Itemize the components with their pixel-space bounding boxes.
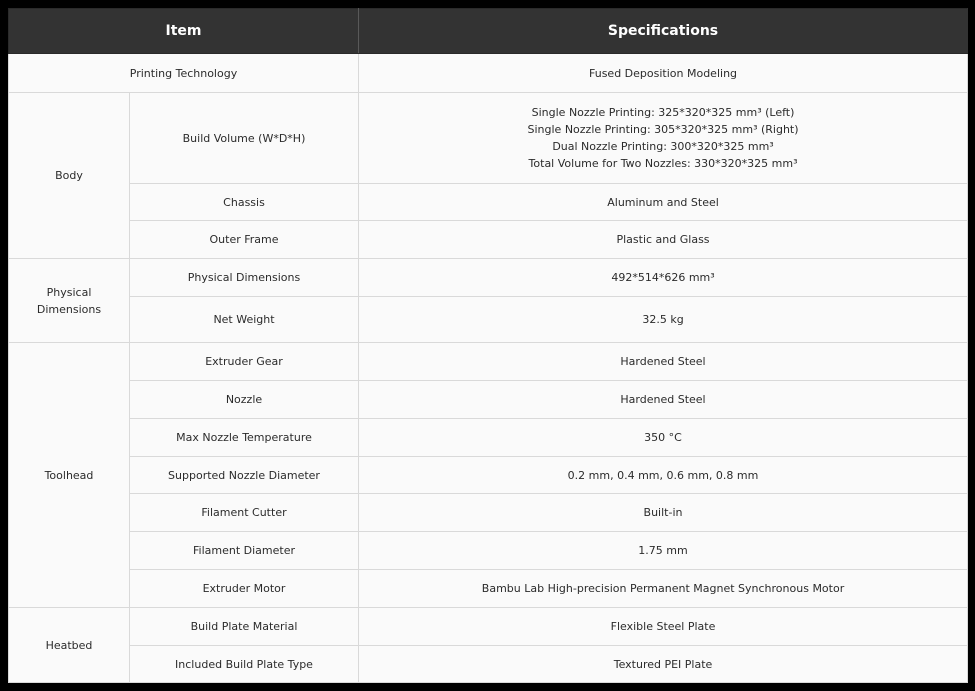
- row-value-supported-nozzle-diameter: 0.2 mm, 0.4 mm, 0.6 mm, 0.8 mm: [359, 457, 968, 494]
- group-label-line: Dimensions: [36, 302, 102, 316]
- table-row: [9, 381, 968, 419]
- header-item: Item: [9, 9, 359, 54]
- table-header-row: [9, 9, 968, 54]
- row-value-build-plate-material: Flexible Steel Plate: [359, 608, 968, 646]
- row-label-max-nozzle-temperature: Max Nozzle Temperature: [130, 419, 359, 457]
- build-volume-line: Single Nozzle Printing: 305*320*325 mm³ (Right): [527, 123, 799, 136]
- row-label-supported-nozzle-diameter: Supported Nozzle Diameter: [130, 457, 359, 494]
- table-row: [9, 259, 968, 297]
- group-label-line: Physical: [46, 285, 92, 299]
- row-value-extruder-gear: Hardened Steel: [359, 343, 968, 381]
- header-specifications: Specifications: [359, 9, 968, 54]
- row-label-physical-dimensions: Physical Dimensions: [130, 259, 359, 297]
- build-volume-line: Single Nozzle Printing: 325*320*325 mm³ (Left): [531, 106, 795, 119]
- row-label-filament-cutter: Filament Cutter: [130, 494, 359, 532]
- row-label-filament-diameter: Filament Diameter: [130, 532, 359, 570]
- row-label-extruder-motor: Extruder Motor: [130, 570, 359, 608]
- row-label-build-plate-material: Build Plate Material: [130, 608, 359, 646]
- row-value-build-volume: [359, 93, 968, 184]
- group-label-body: Body: [9, 93, 130, 259]
- table-row: [9, 184, 968, 221]
- group-label-physical-dimensions: [9, 259, 130, 343]
- table-row: [9, 54, 968, 93]
- row-label-extruder-gear: Extruder Gear: [130, 343, 359, 381]
- table-row: [9, 532, 968, 570]
- spec-table-container: [8, 8, 967, 683]
- table-row: [9, 297, 968, 343]
- row-value-nozzle: Hardened Steel: [359, 381, 968, 419]
- table-row: [9, 570, 968, 608]
- specifications-table: [8, 8, 968, 683]
- row-value-printing-technology: Fused Deposition Modeling: [359, 54, 968, 93]
- row-value-included-build-plate-type: Textured PEI Plate: [359, 646, 968, 683]
- table-row: [9, 419, 968, 457]
- row-label-printing-technology: Printing Technology: [9, 54, 359, 93]
- row-label-net-weight: Net Weight: [130, 297, 359, 343]
- group-label-toolhead: Toolhead: [9, 343, 130, 608]
- row-value-filament-diameter: 1.75 mm: [359, 532, 968, 570]
- table-row: [9, 221, 968, 259]
- row-value-max-nozzle-temperature: 350 °C: [359, 419, 968, 457]
- row-label-build-volume: Build Volume (W*D*H): [130, 93, 359, 184]
- table-row: [9, 343, 968, 381]
- row-label-chassis: Chassis: [130, 184, 359, 221]
- row-label-outer-frame: Outer Frame: [130, 221, 359, 259]
- row-value-physical-dimensions: 492*514*626 mm³: [359, 259, 968, 297]
- row-value-outer-frame: Plastic and Glass: [359, 221, 968, 259]
- build-volume-line: Dual Nozzle Printing: 300*320*325 mm³: [552, 140, 774, 153]
- build-volume-line: Total Volume for Two Nozzles: 330*320*325 mm³: [528, 157, 798, 170]
- row-value-extruder-motor: Bambu Lab High-precision Permanent Magnet Synchronous Motor: [359, 570, 968, 608]
- table-row: [9, 494, 968, 532]
- table-row: [9, 646, 968, 683]
- row-value-net-weight: 32.5 kg: [359, 297, 968, 343]
- table-row: [9, 457, 968, 494]
- table-row: [9, 608, 968, 646]
- row-value-filament-cutter: Built-in: [359, 494, 968, 532]
- row-value-chassis: Aluminum and Steel: [359, 184, 968, 221]
- row-label-nozzle: Nozzle: [130, 381, 359, 419]
- group-label-heatbed: Heatbed: [9, 608, 130, 683]
- table-row: [9, 93, 968, 184]
- row-label-included-build-plate-type: Included Build Plate Type: [130, 646, 359, 683]
